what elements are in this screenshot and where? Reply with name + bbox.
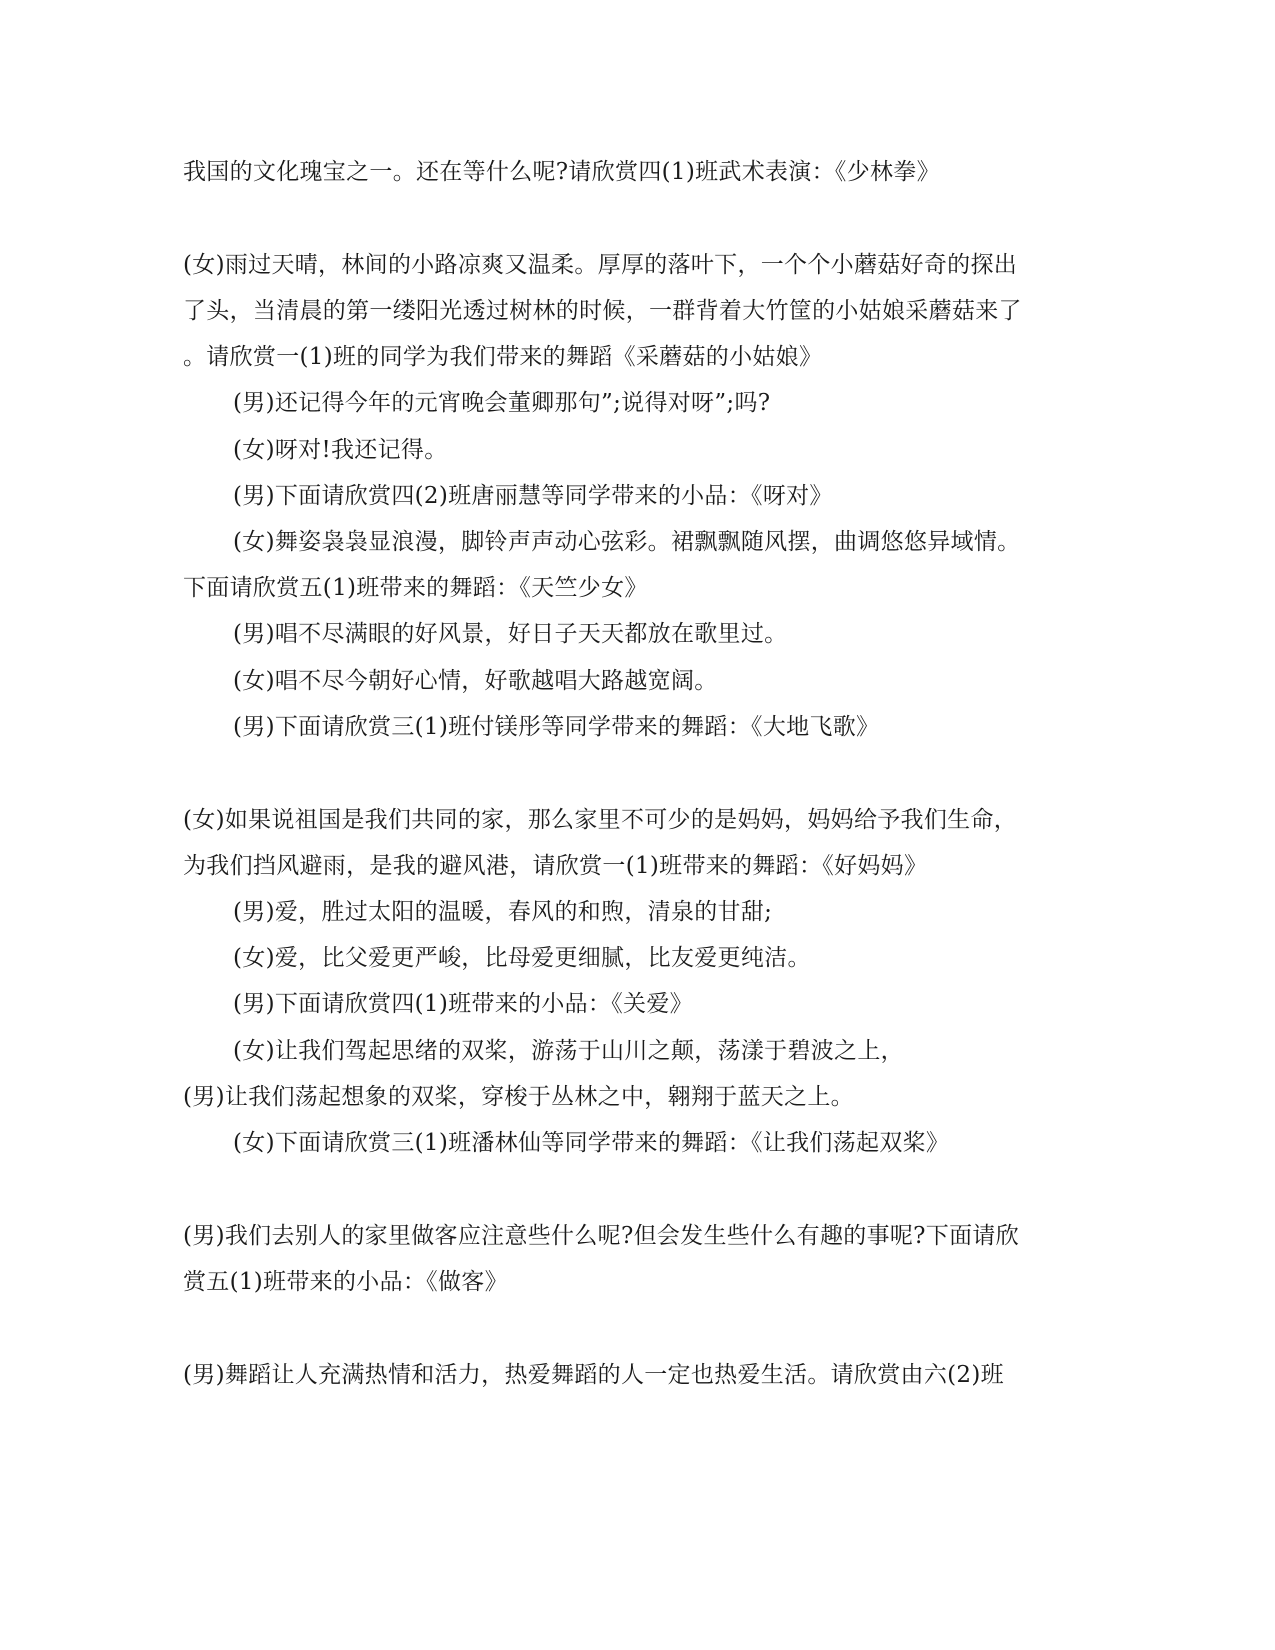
text-line: 了头，当清晨的第一缕阳光透过树林的时候，一群背着大竹筐的小姑娘采蘑菇来了: [183, 298, 1022, 324]
text-line: (男)下面请欣赏三(1)班付镁彤等同学带来的舞蹈：《大地飞歌》: [233, 714, 880, 740]
text-line: (女)雨过天晴，林间的小路凉爽又温柔。厚厚的落叶下，一个个小蘑菇好奇的探出: [183, 252, 1018, 278]
text-line: 下面请欣赏五(1)班带来的舞蹈：《天竺少女》: [183, 575, 648, 601]
text-line: (女)爱，比父爱更严峻，比母爱更细腻，比友爱更纯洁。: [233, 945, 811, 971]
text-line: 我国的文化瑰宝之一。还在等什么呢?请欣赏四(1)班武术表演：《少林拳》: [183, 159, 940, 185]
text-line: (男)还记得今年的元宵晚会董卿那句”;说得对呀”;吗?: [233, 390, 771, 416]
text-line: (男)爱，胜过太阳的温暖，春风的和煦，清泉的甘甜;: [233, 899, 773, 925]
text-line: (男)我们去别人的家里做客应注意些什么呢?但会发生些什么有趣的事呢?下面请欣: [183, 1223, 1020, 1249]
text-line: (女)如果说祖国是我们共同的家，那么家里不可少的是妈妈，妈妈给予我们生命，: [183, 807, 1018, 833]
text-line: (男)让我们荡起想象的双桨，穿梭于丛林之中，翱翔于蓝天之上。: [183, 1084, 854, 1110]
text-line: 赏五(1)班带来的小品：《做客》: [183, 1269, 508, 1295]
text-line: (女)下面请欣赏三(1)班潘林仙等同学带来的舞蹈：《让我们荡起双桨》: [233, 1130, 950, 1156]
text-line: 为我们挡风避雨，是我的避风港，请欣赏一(1)班带来的舞蹈：《好妈妈》: [183, 853, 928, 879]
text-line: (男)舞蹈让人充满热情和活力，热爱舞蹈的人一定也热爱生活。请欣赏由六(2)班: [183, 1362, 1004, 1388]
text-line: 。请欣赏一(1)班的同学为我们带来的舞蹈《采蘑菇的小姑娘》: [183, 344, 823, 370]
text-line: (女)呀对!我还记得。: [233, 437, 448, 463]
text-line: (男)唱不尽满眼的好风景，好日子天天都放在歌里过。: [233, 621, 788, 647]
text-line: (女)唱不尽今朝好心情，好歌越唱大路越宽阔。: [233, 668, 718, 694]
text-line: (女)舞姿袅袅显浪漫，脚铃声声动心弦彩。裙飘飘随风摆，曲调悠悠异域情。: [233, 529, 1021, 555]
text-line: (女)让我们驾起思绪的双桨，游荡于山川之颠，荡漾于碧波之上，: [233, 1038, 904, 1064]
text-line: (男)下面请欣赏四(2)班唐丽慧等同学带来的小品：《呀对》: [233, 483, 833, 509]
text-line: (男)下面请欣赏四(1)班带来的小品：《关爱》: [233, 991, 693, 1017]
